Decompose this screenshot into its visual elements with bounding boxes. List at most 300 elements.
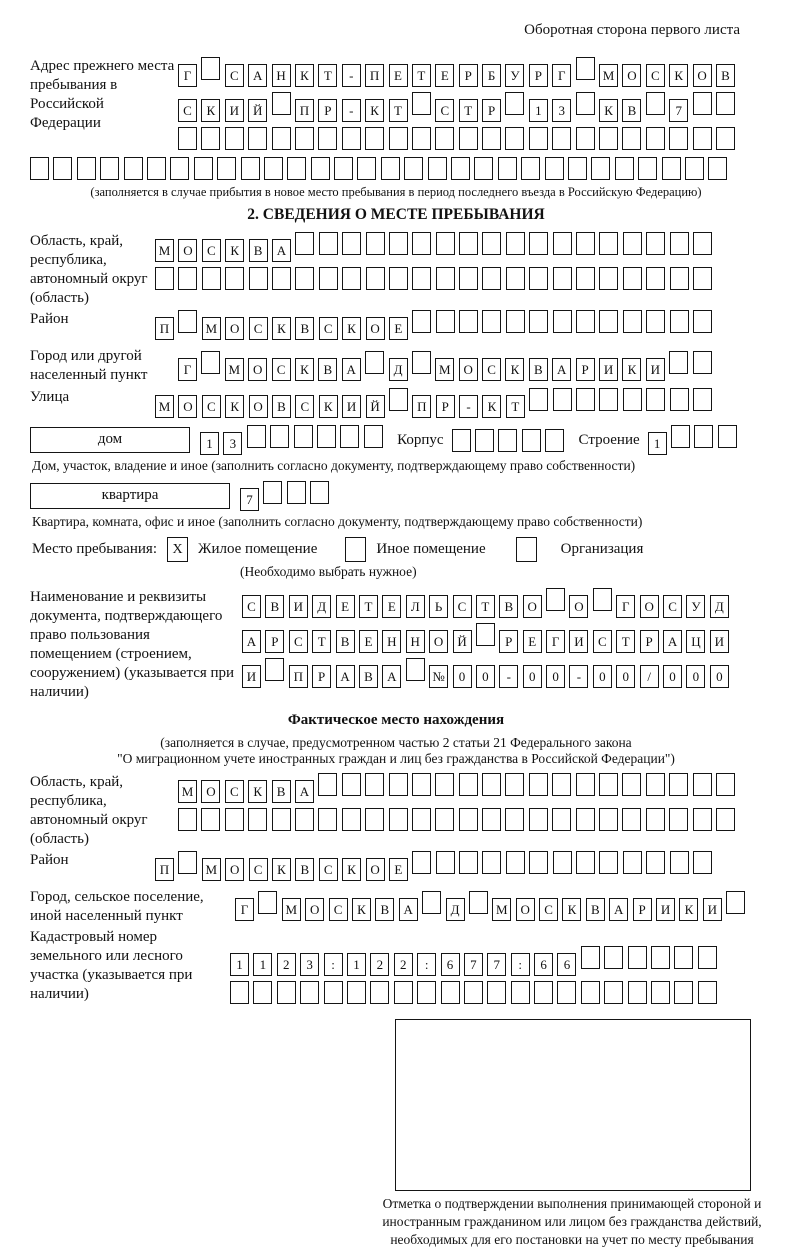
char-cell[interactable]: С xyxy=(319,317,338,340)
char-cell[interactable]: - xyxy=(342,99,361,122)
char-cell[interactable]: И xyxy=(710,630,729,653)
char-cell[interactable]: К xyxy=(679,898,698,921)
char-cell[interactable]: К xyxy=(201,99,220,122)
char-cell[interactable]: О xyxy=(201,780,220,803)
char-cell[interactable] xyxy=(365,808,384,831)
char-cell[interactable] xyxy=(53,157,72,180)
char-cell[interactable]: Й xyxy=(453,630,472,653)
char-cell[interactable] xyxy=(217,157,236,180)
char-cell[interactable] xyxy=(300,981,319,1004)
char-cell[interactable] xyxy=(178,310,197,333)
char-cell[interactable] xyxy=(553,388,572,411)
char-cell[interactable]: П xyxy=(155,858,174,881)
char-cell[interactable]: 0 xyxy=(710,665,729,688)
char-cell[interactable]: Ь xyxy=(429,595,448,618)
char-cell[interactable]: П xyxy=(155,317,174,340)
char-cell[interactable] xyxy=(201,808,220,831)
char-cell[interactable] xyxy=(604,981,623,1004)
checkbox-organization[interactable] xyxy=(516,537,537,562)
char-cell[interactable] xyxy=(522,429,541,452)
char-cell[interactable] xyxy=(669,351,688,374)
char-cell[interactable]: М xyxy=(155,239,174,262)
char-cell[interactable]: 3 xyxy=(223,432,242,455)
char-cell[interactable] xyxy=(708,157,727,180)
char-cell[interactable]: Т xyxy=(318,64,337,87)
char-cell[interactable] xyxy=(623,310,642,333)
char-cell[interactable] xyxy=(394,981,413,1004)
char-cell[interactable]: О xyxy=(429,630,448,653)
char-cell[interactable]: И xyxy=(703,898,722,921)
char-cell[interactable]: Б xyxy=(482,64,501,87)
char-cell[interactable] xyxy=(436,310,455,333)
char-cell[interactable] xyxy=(265,658,284,681)
char-cell[interactable] xyxy=(505,773,524,796)
char-cell[interactable]: К xyxy=(342,317,361,340)
char-cell[interactable] xyxy=(357,157,376,180)
char-cell[interactable] xyxy=(412,851,431,874)
char-cell[interactable]: С xyxy=(482,358,501,381)
char-cell[interactable]: К xyxy=(562,898,581,921)
char-cell[interactable] xyxy=(646,127,665,150)
char-cell[interactable] xyxy=(505,127,524,150)
char-cell[interactable]: Р xyxy=(265,630,284,653)
char-cell[interactable] xyxy=(365,351,384,374)
char-cell[interactable]: С xyxy=(249,858,268,881)
char-cell[interactable]: О xyxy=(640,595,659,618)
char-cell[interactable] xyxy=(646,267,665,290)
char-cell[interactable] xyxy=(170,157,189,180)
char-cell[interactable]: О xyxy=(366,317,385,340)
char-cell[interactable]: Т xyxy=(389,99,408,122)
char-cell[interactable] xyxy=(498,157,517,180)
char-cell[interactable] xyxy=(628,946,647,969)
char-cell[interactable] xyxy=(436,232,455,255)
char-cell[interactable] xyxy=(272,127,291,150)
char-cell[interactable] xyxy=(674,946,693,969)
char-cell[interactable] xyxy=(482,127,501,150)
char-cell[interactable] xyxy=(247,425,266,448)
char-cell[interactable]: 6 xyxy=(534,953,553,976)
char-cell[interactable] xyxy=(646,808,665,831)
char-cell[interactable] xyxy=(469,891,488,914)
char-cell[interactable]: О xyxy=(366,858,385,881)
char-cell[interactable]: И xyxy=(646,358,665,381)
char-cell[interactable] xyxy=(482,808,501,831)
char-cell[interactable]: О xyxy=(569,595,588,618)
char-cell[interactable] xyxy=(568,157,587,180)
char-cell[interactable] xyxy=(576,267,595,290)
char-cell[interactable]: - xyxy=(459,395,478,418)
char-cell[interactable] xyxy=(693,92,712,115)
char-cell[interactable]: В xyxy=(499,595,518,618)
char-cell[interactable] xyxy=(412,773,431,796)
char-cell[interactable]: Г xyxy=(546,630,565,653)
char-cell[interactable] xyxy=(464,981,483,1004)
char-cell[interactable] xyxy=(670,851,689,874)
char-cell[interactable]: О xyxy=(178,239,197,262)
char-cell[interactable]: О xyxy=(459,358,478,381)
char-cell[interactable] xyxy=(581,981,600,1004)
char-cell[interactable]: К xyxy=(669,64,688,87)
char-cell[interactable] xyxy=(342,267,361,290)
char-cell[interactable] xyxy=(476,623,495,646)
char-cell[interactable] xyxy=(248,127,267,150)
char-cell[interactable] xyxy=(591,157,610,180)
char-cell[interactable]: Т xyxy=(506,395,525,418)
char-cell[interactable] xyxy=(552,127,571,150)
char-cell[interactable] xyxy=(412,351,431,374)
char-cell[interactable] xyxy=(670,267,689,290)
char-cell[interactable]: 1 xyxy=(200,432,219,455)
char-cell[interactable]: У xyxy=(686,595,705,618)
char-cell[interactable] xyxy=(534,981,553,1004)
char-cell[interactable] xyxy=(487,981,506,1004)
char-cell[interactable]: / xyxy=(640,665,659,688)
char-cell[interactable]: В xyxy=(336,630,355,653)
char-cell[interactable]: К xyxy=(272,317,291,340)
char-cell[interactable]: С xyxy=(295,395,314,418)
char-cell[interactable] xyxy=(318,773,337,796)
char-cell[interactable]: С xyxy=(202,395,221,418)
char-cell[interactable] xyxy=(225,808,244,831)
char-cell[interactable] xyxy=(718,425,737,448)
char-cell[interactable]: К xyxy=(225,239,244,262)
char-cell[interactable]: К xyxy=(599,99,618,122)
char-cell[interactable] xyxy=(693,127,712,150)
char-cell[interactable]: Е xyxy=(389,858,408,881)
char-cell[interactable] xyxy=(553,851,572,874)
char-cell[interactable] xyxy=(366,267,385,290)
char-cell[interactable] xyxy=(194,157,213,180)
char-cell[interactable]: М xyxy=(225,358,244,381)
char-cell[interactable] xyxy=(545,429,564,452)
char-cell[interactable] xyxy=(529,232,548,255)
char-cell[interactable]: О xyxy=(693,64,712,87)
char-cell[interactable]: К xyxy=(272,858,291,881)
char-cell[interactable]: 7 xyxy=(487,953,506,976)
char-cell[interactable]: Н xyxy=(382,630,401,653)
char-cell[interactable]: И xyxy=(656,898,675,921)
char-cell[interactable] xyxy=(622,808,641,831)
char-cell[interactable] xyxy=(599,808,618,831)
char-cell[interactable] xyxy=(389,773,408,796)
char-cell[interactable] xyxy=(693,310,712,333)
char-cell[interactable]: Й xyxy=(248,99,267,122)
char-cell[interactable]: : xyxy=(511,953,530,976)
char-cell[interactable]: Ц xyxy=(686,630,705,653)
char-cell[interactable] xyxy=(178,851,197,874)
char-cell[interactable]: Д xyxy=(389,358,408,381)
char-cell[interactable]: П xyxy=(412,395,431,418)
char-cell[interactable]: И xyxy=(289,595,308,618)
char-cell[interactable]: Г xyxy=(178,358,197,381)
char-cell[interactable]: Д xyxy=(710,595,729,618)
char-cell[interactable]: К xyxy=(319,395,338,418)
char-cell[interactable] xyxy=(253,981,272,1004)
char-cell[interactable]: М xyxy=(178,780,197,803)
char-cell[interactable] xyxy=(669,127,688,150)
char-cell[interactable] xyxy=(576,92,595,115)
char-cell[interactable] xyxy=(389,232,408,255)
char-cell[interactable] xyxy=(365,127,384,150)
char-cell[interactable]: О xyxy=(178,395,197,418)
char-cell[interactable]: Д xyxy=(312,595,331,618)
char-cell[interactable]: О xyxy=(225,317,244,340)
char-cell[interactable] xyxy=(557,981,576,1004)
char-cell[interactable] xyxy=(475,429,494,452)
char-cell[interactable] xyxy=(319,267,338,290)
char-cell[interactable] xyxy=(669,773,688,796)
char-cell[interactable]: П xyxy=(365,64,384,87)
char-cell[interactable] xyxy=(381,157,400,180)
char-cell[interactable] xyxy=(264,157,283,180)
char-cell[interactable]: Е xyxy=(336,595,355,618)
char-cell[interactable]: С xyxy=(453,595,472,618)
char-cell[interactable] xyxy=(436,851,455,874)
char-cell[interactable]: 0 xyxy=(616,665,635,688)
char-cell[interactable] xyxy=(623,388,642,411)
char-cell[interactable]: 1 xyxy=(529,99,548,122)
char-cell[interactable] xyxy=(670,310,689,333)
char-cell[interactable]: Т xyxy=(412,64,431,87)
char-cell[interactable] xyxy=(716,773,735,796)
char-cell[interactable]: С xyxy=(289,630,308,653)
char-cell[interactable] xyxy=(364,425,383,448)
char-cell[interactable] xyxy=(319,232,338,255)
char-cell[interactable] xyxy=(576,808,595,831)
char-cell[interactable]: К xyxy=(365,99,384,122)
char-cell[interactable] xyxy=(553,310,572,333)
char-cell[interactable]: Р xyxy=(499,630,518,653)
char-cell[interactable]: С xyxy=(663,595,682,618)
char-cell[interactable] xyxy=(599,388,618,411)
char-cell[interactable]: А xyxy=(295,780,314,803)
char-cell[interactable] xyxy=(529,388,548,411)
char-cell[interactable] xyxy=(342,232,361,255)
char-cell[interactable]: Т xyxy=(312,630,331,653)
char-cell[interactable] xyxy=(324,981,343,1004)
char-cell[interactable]: 6 xyxy=(441,953,460,976)
char-cell[interactable]: Г xyxy=(178,64,197,87)
char-cell[interactable] xyxy=(272,808,291,831)
char-cell[interactable]: 2 xyxy=(394,953,413,976)
char-cell[interactable]: О xyxy=(622,64,641,87)
char-cell[interactable]: Р xyxy=(436,395,455,418)
char-cell[interactable]: 2 xyxy=(277,953,296,976)
char-cell[interactable] xyxy=(622,127,641,150)
char-cell[interactable]: 1 xyxy=(230,953,249,976)
char-cell[interactable] xyxy=(435,127,454,150)
char-cell[interactable] xyxy=(662,157,681,180)
char-cell[interactable] xyxy=(436,267,455,290)
char-cell[interactable]: Н xyxy=(406,630,425,653)
char-cell[interactable] xyxy=(599,773,618,796)
char-cell[interactable] xyxy=(459,808,478,831)
char-cell[interactable]: 0 xyxy=(686,665,705,688)
char-cell[interactable] xyxy=(334,157,353,180)
char-cell[interactable] xyxy=(459,127,478,150)
char-cell[interactable] xyxy=(599,310,618,333)
char-cell[interactable] xyxy=(576,773,595,796)
char-cell[interactable]: Е xyxy=(389,64,408,87)
char-cell[interactable]: М xyxy=(202,317,221,340)
char-cell[interactable]: Р xyxy=(576,358,595,381)
char-cell[interactable] xyxy=(511,981,530,1004)
char-cell[interactable]: М xyxy=(599,64,618,87)
char-cell[interactable] xyxy=(674,981,693,1004)
char-cell[interactable]: С xyxy=(646,64,665,87)
char-cell[interactable]: С xyxy=(435,99,454,122)
char-cell[interactable]: 7 xyxy=(240,488,259,511)
char-cell[interactable]: 3 xyxy=(552,99,571,122)
char-cell[interactable]: А xyxy=(382,665,401,688)
char-cell[interactable] xyxy=(482,773,501,796)
char-cell[interactable]: М xyxy=(282,898,301,921)
char-cell[interactable]: С xyxy=(249,317,268,340)
char-cell[interactable]: В xyxy=(586,898,605,921)
char-cell[interactable]: Н xyxy=(272,64,291,87)
char-cell[interactable] xyxy=(294,425,313,448)
char-cell[interactable] xyxy=(248,808,267,831)
char-cell[interactable] xyxy=(342,773,361,796)
char-cell[interactable] xyxy=(546,588,565,611)
char-cell[interactable]: С xyxy=(329,898,348,921)
char-cell[interactable]: А xyxy=(336,665,355,688)
char-cell[interactable]: Р xyxy=(459,64,478,87)
char-cell[interactable]: С xyxy=(178,99,197,122)
char-cell[interactable]: Т xyxy=(359,595,378,618)
char-cell[interactable]: О xyxy=(249,395,268,418)
char-cell[interactable] xyxy=(694,425,713,448)
char-cell[interactable] xyxy=(230,981,249,1004)
char-cell[interactable]: К xyxy=(342,858,361,881)
char-cell[interactable] xyxy=(529,773,548,796)
char-cell[interactable] xyxy=(651,981,670,1004)
char-cell[interactable] xyxy=(638,157,657,180)
char-cell[interactable]: В xyxy=(529,358,548,381)
char-cell[interactable] xyxy=(482,851,501,874)
char-cell[interactable]: - xyxy=(342,64,361,87)
char-cell[interactable] xyxy=(576,851,595,874)
char-cell[interactable] xyxy=(178,127,197,150)
char-cell[interactable] xyxy=(30,157,49,180)
char-cell[interactable] xyxy=(435,808,454,831)
char-cell[interactable]: М xyxy=(435,358,454,381)
char-cell[interactable] xyxy=(459,310,478,333)
char-cell[interactable]: Л xyxy=(406,595,425,618)
char-cell[interactable] xyxy=(693,808,712,831)
char-cell[interactable] xyxy=(726,891,745,914)
char-cell[interactable]: И xyxy=(569,630,588,653)
char-cell[interactable]: - xyxy=(569,665,588,688)
char-cell[interactable] xyxy=(593,588,612,611)
char-cell[interactable] xyxy=(599,127,618,150)
char-cell[interactable]: С xyxy=(225,780,244,803)
char-cell[interactable] xyxy=(505,808,524,831)
char-cell[interactable]: Р xyxy=(482,99,501,122)
char-cell[interactable] xyxy=(646,388,665,411)
char-cell[interactable] xyxy=(693,232,712,255)
char-cell[interactable] xyxy=(529,127,548,150)
char-cell[interactable]: В xyxy=(295,317,314,340)
char-cell[interactable]: К xyxy=(352,898,371,921)
char-cell[interactable] xyxy=(599,851,618,874)
char-cell[interactable] xyxy=(671,425,690,448)
char-cell[interactable] xyxy=(318,808,337,831)
char-cell[interactable] xyxy=(389,808,408,831)
char-cell[interactable]: 6 xyxy=(557,953,576,976)
char-cell[interactable]: В xyxy=(295,858,314,881)
char-cell[interactable] xyxy=(651,946,670,969)
char-cell[interactable] xyxy=(412,127,431,150)
char-cell[interactable] xyxy=(451,157,470,180)
char-cell[interactable] xyxy=(506,851,525,874)
char-cell[interactable]: А xyxy=(609,898,628,921)
char-cell[interactable] xyxy=(412,267,431,290)
char-cell[interactable] xyxy=(310,481,329,504)
char-cell[interactable] xyxy=(506,310,525,333)
char-cell[interactable]: С xyxy=(539,898,558,921)
char-cell[interactable] xyxy=(435,773,454,796)
char-cell[interactable]: Д xyxy=(446,898,465,921)
char-cell[interactable]: И xyxy=(342,395,361,418)
char-cell[interactable] xyxy=(277,981,296,1004)
char-cell[interactable] xyxy=(318,127,337,150)
char-cell[interactable] xyxy=(366,232,385,255)
char-cell[interactable]: К xyxy=(248,780,267,803)
char-cell[interactable]: А xyxy=(552,358,571,381)
char-cell[interactable] xyxy=(406,658,425,681)
char-cell[interactable]: С xyxy=(319,858,338,881)
char-cell[interactable]: В xyxy=(622,99,641,122)
char-cell[interactable] xyxy=(552,808,571,831)
char-cell[interactable] xyxy=(693,773,712,796)
char-cell[interactable] xyxy=(553,267,572,290)
char-cell[interactable]: П xyxy=(295,99,314,122)
char-cell[interactable] xyxy=(669,808,688,831)
char-cell[interactable] xyxy=(422,891,441,914)
char-cell[interactable]: А xyxy=(342,358,361,381)
char-cell[interactable] xyxy=(529,267,548,290)
char-cell[interactable] xyxy=(459,232,478,255)
char-cell[interactable] xyxy=(389,267,408,290)
char-cell[interactable] xyxy=(474,157,493,180)
char-cell[interactable] xyxy=(287,157,306,180)
char-cell[interactable]: : xyxy=(417,953,436,976)
char-cell[interactable] xyxy=(124,157,143,180)
char-cell[interactable] xyxy=(646,310,665,333)
char-cell[interactable]: Р xyxy=(640,630,659,653)
char-cell[interactable] xyxy=(155,267,174,290)
char-cell[interactable]: Г xyxy=(552,64,571,87)
char-cell[interactable] xyxy=(178,267,197,290)
char-cell[interactable] xyxy=(459,851,478,874)
char-cell[interactable]: В xyxy=(265,595,284,618)
char-cell[interactable]: И xyxy=(225,99,244,122)
char-cell[interactable] xyxy=(623,232,642,255)
char-cell[interactable] xyxy=(716,92,735,115)
char-cell[interactable] xyxy=(521,157,540,180)
char-cell[interactable]: Е xyxy=(382,595,401,618)
char-cell[interactable] xyxy=(553,232,572,255)
char-cell[interactable] xyxy=(623,267,642,290)
char-cell[interactable] xyxy=(340,425,359,448)
char-cell[interactable] xyxy=(693,267,712,290)
char-cell[interactable] xyxy=(295,232,314,255)
char-cell[interactable]: В xyxy=(249,239,268,262)
char-cell[interactable]: Е xyxy=(389,317,408,340)
char-cell[interactable]: С xyxy=(272,358,291,381)
